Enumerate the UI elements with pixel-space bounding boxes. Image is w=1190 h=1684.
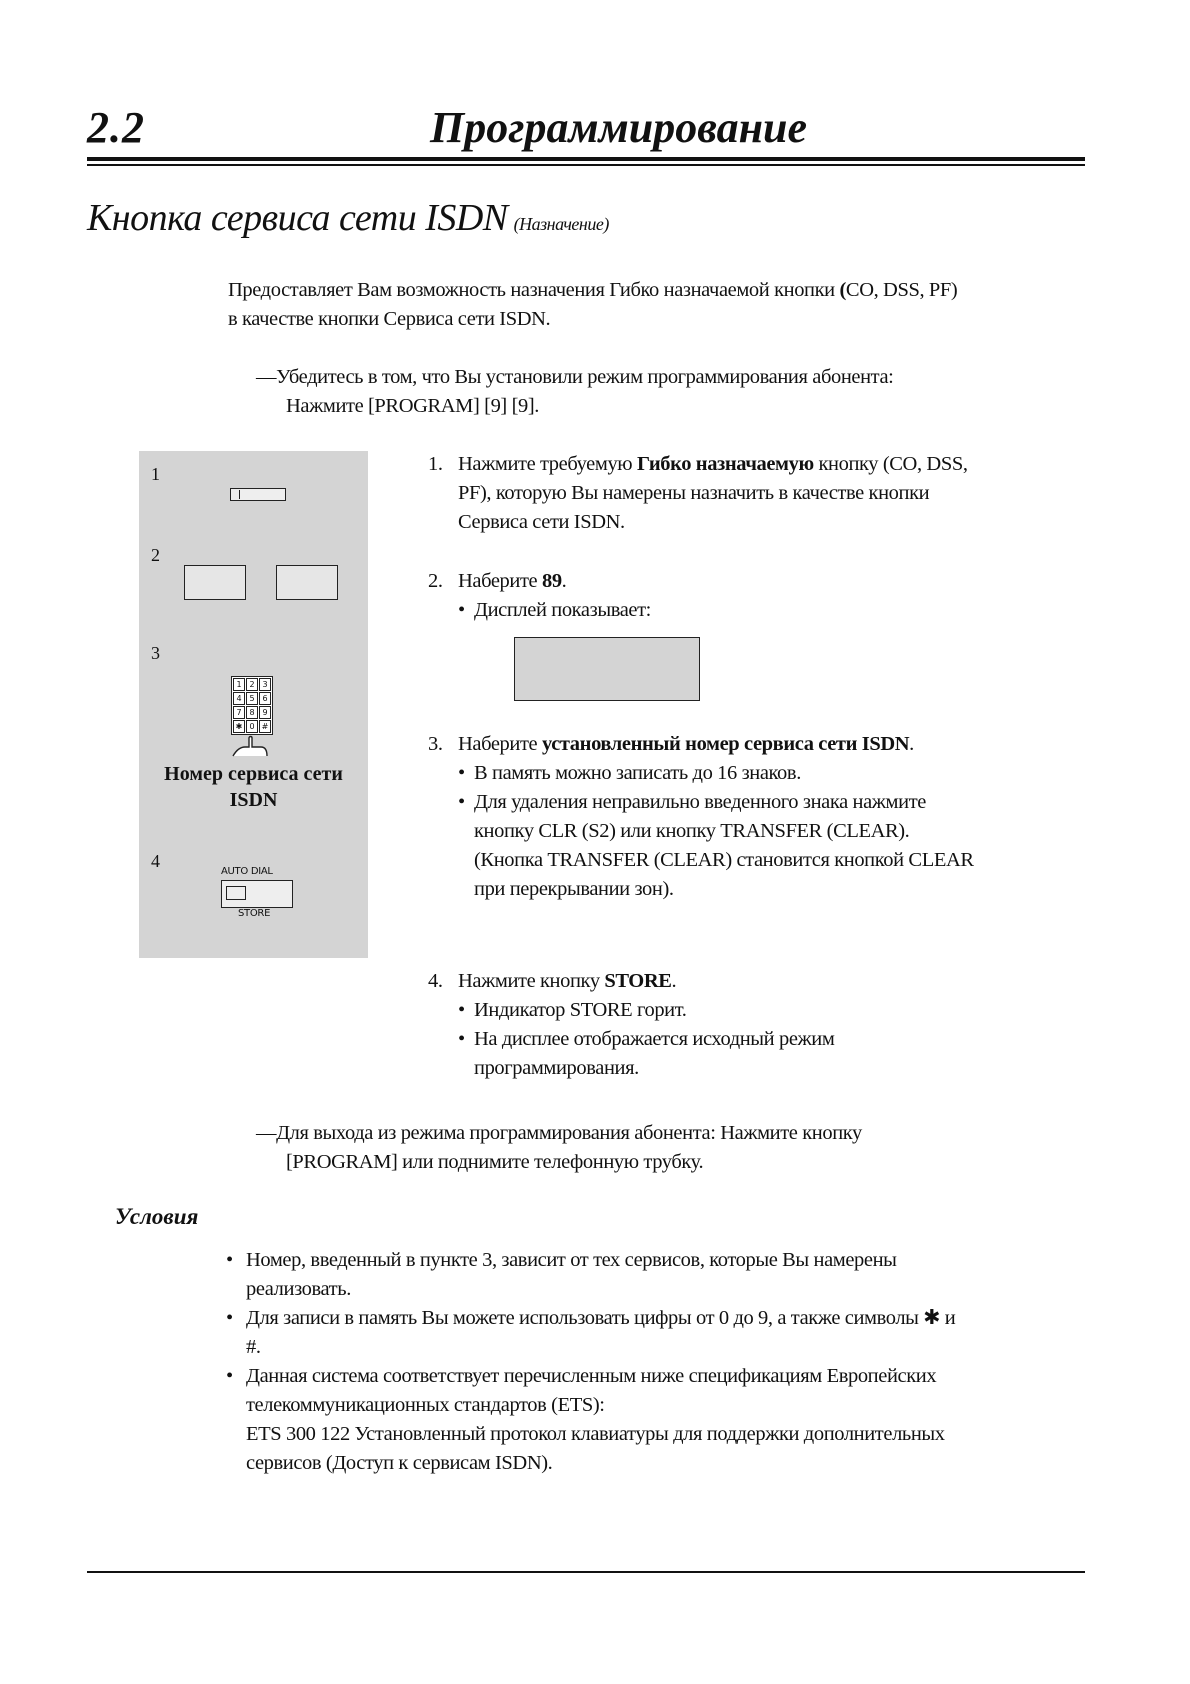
conditions-list	[226, 1246, 1076, 1478]
key-label: #	[259, 720, 271, 733]
step-bold: установленный номер сервиса сети ISDN	[541, 733, 910, 755]
key-label: ✱	[233, 720, 245, 733]
step-bold: Гибко назначаемую	[636, 453, 814, 475]
bullet-text: (Кнопка TRANSFER (CLEAR) становится кнопкой CLEAR	[474, 849, 974, 871]
bullet: •	[458, 791, 465, 813]
step-text: Нажмите кнопку	[458, 970, 605, 992]
bullet-text: В память можно записать до 16 знаков.	[474, 762, 801, 784]
step-number: 3.	[428, 733, 443, 755]
dial-box-icon	[184, 565, 246, 600]
key-label: 1	[233, 678, 245, 691]
footer-rule	[87, 1571, 1085, 1573]
store-label: STORE	[238, 908, 271, 919]
illustration-panel	[139, 451, 368, 958]
key-label: 6	[259, 692, 271, 705]
step-number: 4.	[428, 970, 443, 992]
step-number: 2.	[428, 570, 443, 592]
condition-text: Для записи в память Вы можете использовать цифры от 0 до 9, а также символы ✱ и	[246, 1307, 956, 1329]
step-number: 1.	[428, 453, 443, 475]
step-text: Сервиса сети ISDN.	[458, 511, 625, 533]
section-number: 2.2	[87, 103, 145, 152]
key-label: 3	[259, 678, 271, 691]
condition-text: сервисов (Доступ к сервисам ISDN).	[246, 1452, 553, 1474]
panel-step-number: 4	[151, 851, 160, 871]
key-label: 0	[246, 720, 258, 733]
key-label: 4	[233, 692, 245, 705]
step-3	[428, 730, 1068, 904]
step-text: PF), которую Вы намерены назначить в качестве кнопки	[458, 482, 930, 504]
bullet-text: Дисплей показывает:	[474, 599, 651, 621]
conditions-heading: Условия	[115, 1204, 199, 1229]
dial-box-icon	[276, 565, 338, 600]
dialpad-icon	[231, 676, 275, 762]
key-label: 8	[246, 706, 258, 719]
step-text: .	[671, 970, 677, 992]
intro-line2: в качестве кнопки Сервиса сети ISDN.	[228, 308, 551, 330]
header-rule-thick	[87, 157, 1085, 161]
intro-line1-end: CO, DSS, PF)	[845, 279, 958, 301]
step-text: .	[561, 570, 567, 592]
condition-text: Данная система соответствует перечисленным ниже спецификациям Европейских	[246, 1365, 937, 1387]
condition-text: #.	[246, 1336, 261, 1358]
step-bold: STORE	[604, 970, 672, 992]
step-2	[428, 567, 1068, 625]
bullet-text: Индикатор STORE горит.	[474, 999, 687, 1021]
intro-paragraph	[228, 276, 1078, 334]
condition-text: реализовать.	[246, 1278, 351, 1300]
step-bold: 89	[541, 570, 562, 592]
panel-label	[139, 761, 368, 813]
key-label: 2	[246, 678, 258, 691]
bullet-text: На дисплее отображается исходный режим	[474, 1028, 835, 1050]
note-start	[256, 363, 1016, 421]
flexible-button-icon	[230, 488, 286, 501]
panel-step-number: 1	[151, 464, 160, 484]
intro-paren: (	[839, 279, 846, 301]
header-rule-thin	[87, 164, 1085, 166]
panel-step-number: 2	[151, 545, 160, 565]
feature-title	[87, 196, 609, 240]
condition-text: телекоммуникационных стандартов (ETS):	[246, 1394, 605, 1416]
bullet: •	[458, 762, 465, 784]
bullet: •	[226, 1307, 233, 1329]
step-4	[428, 967, 1068, 1083]
step-1	[428, 450, 1068, 537]
note-start-line1: —Убедитесь в том, что Вы установили режим программирования абонента:	[256, 366, 894, 388]
bullet-text: Для удаления неправильно введенного знака нажмите	[474, 791, 926, 813]
note-end-line2: [PROGRAM] или поднимите телефонную трубку.	[286, 1151, 704, 1173]
step-text: Нажмите требуемую	[458, 453, 637, 475]
condition-text: Номер, введенный в пункте 3, зависит от тех сервисов, которые Вы намерены	[246, 1249, 897, 1271]
autodial-store-button-icon	[221, 880, 293, 908]
feature-subtitle: (Назначение)	[513, 214, 609, 234]
autodial-label: AUTO DIAL	[221, 866, 273, 877]
step-text: Наберите	[458, 570, 542, 592]
key-label: 9	[259, 706, 271, 719]
bullet: •	[458, 1028, 465, 1050]
note-start-line2: Нажмите [PROGRAM] [9] [9].	[286, 395, 540, 417]
finger-icon	[231, 735, 279, 757]
bullet-text: программирования.	[474, 1057, 639, 1079]
key-label: 5	[246, 692, 258, 705]
step-text: кнопку (CO, DSS,	[813, 453, 968, 475]
panel-label-line2: ISDN	[229, 789, 278, 811]
condition-text: ETS 300 122 Установленный протокол клавиатуры для поддержки дополнительных	[246, 1423, 945, 1445]
bullet: •	[458, 999, 465, 1021]
bullet-text: при перекрывании зон).	[474, 878, 674, 900]
bullet: •	[226, 1365, 233, 1387]
step-text: .	[909, 733, 914, 755]
step-text: Наберите	[458, 733, 542, 755]
key-label: 7	[233, 706, 245, 719]
bullet: •	[458, 599, 465, 621]
display-screen	[514, 637, 700, 701]
section-title: Программирование	[430, 103, 808, 152]
bullet-text: кнопку CLR (S2) или кнопку TRANSFER (CLEAR).	[474, 820, 910, 842]
panel-step-number: 3	[151, 643, 160, 663]
note-end	[256, 1119, 1016, 1177]
bullet: •	[226, 1249, 233, 1271]
intro-line1: Предоставляет Вам возможность назначения Гибко назначаемой кнопки	[228, 279, 840, 301]
feature-title-text: Кнопка сервиса сети ISDN	[87, 197, 508, 239]
note-end-line1: —Для выхода из режима программирования абонента: Нажмите кнопку	[256, 1122, 862, 1144]
panel-label-line1: Номер сервиса сети	[164, 763, 343, 785]
